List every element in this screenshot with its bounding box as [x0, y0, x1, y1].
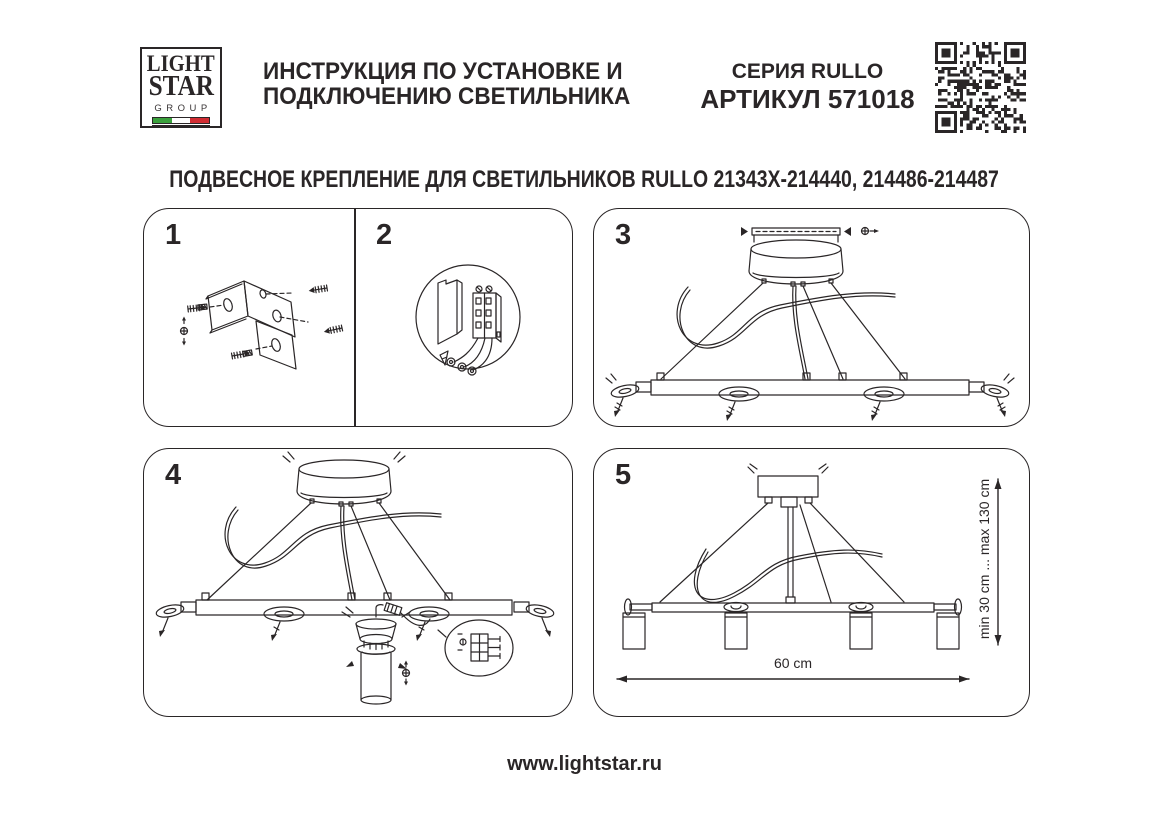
finished-fixture-drawing [594, 449, 1031, 718]
lamp-assembly-drawing [144, 449, 574, 718]
screw-rotation-icon [181, 317, 188, 346]
series-label: СЕРИЯ RULLO [731, 60, 884, 83]
flag-white-stripe [172, 118, 191, 123]
screw-rotation-icon [403, 661, 410, 686]
canopy-suspension-drawing [594, 209, 1031, 428]
subtitle: ПОДВЕСНОЕ КРЕПЛЕНИЕ ДЛЯ СВЕТИЛЬНИКОВ RULLO 21343X-214440, 214486-214487 [169, 166, 1000, 193]
article-label: АРТИКУЛ 571018 [700, 84, 915, 114]
qr-code-svg [935, 42, 1026, 133]
panel-4-number: 4 [165, 459, 182, 491]
flag-green-stripe [153, 118, 172, 123]
italian-flag-icon [152, 117, 210, 124]
panel-2-number: 2 [376, 219, 393, 251]
panel-3-box [593, 208, 1030, 427]
logo-text-star: STAR [148, 71, 214, 103]
mounting-bracket-drawing [144, 209, 354, 428]
website-url: www.lightstar.ru [507, 753, 662, 775]
page-title-line1: ИНСТРУКЦИЯ ПО УСТАНОВКЕ И [263, 58, 623, 85]
height-dimension-label: min 30 cm ... max 130 cm [976, 478, 992, 640]
qr-code [935, 42, 1026, 133]
panel-4-box [143, 448, 573, 717]
page-title [263, 59, 630, 109]
page-title-line2: ПОДКЛЮЧЕНИЮ СВЕТИЛЬНИКА [263, 83, 631, 110]
subtitle-row [0, 166, 1169, 194]
logo-text-light: LIGHT [147, 51, 215, 76]
flag-underline [152, 125, 210, 126]
lightstar-logo [140, 47, 222, 128]
panel-1-2-box [143, 208, 573, 427]
width-dimension-label: 60 cm [773, 655, 813, 671]
wiring-detail-drawing [354, 209, 574, 428]
logo-text-group: GROUP [154, 102, 212, 114]
panel-3-number: 3 [615, 219, 632, 251]
flag-red-stripe [190, 118, 209, 123]
panel-5-number: 5 [615, 459, 632, 491]
panel-1-number: 1 [165, 219, 182, 251]
panel-5-box [593, 448, 1030, 717]
